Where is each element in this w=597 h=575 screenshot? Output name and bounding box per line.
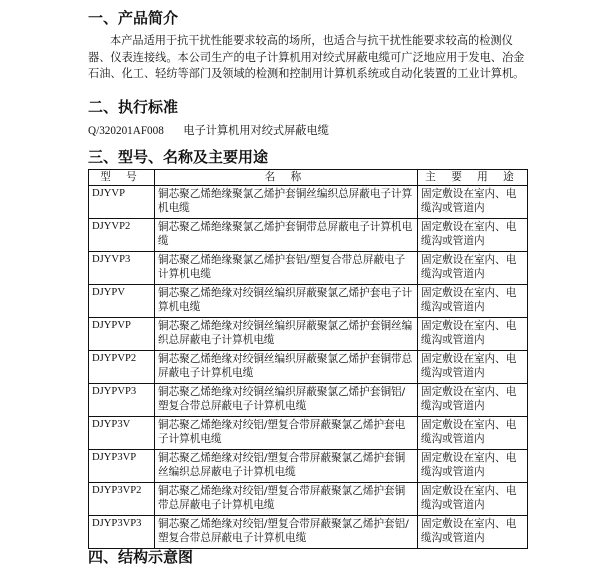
cell-use: 固定敷设在室内、电缆沟或管道内 [418,482,528,515]
header-model: 型 号 [89,170,155,186]
table-row [89,482,528,515]
cell-use: 固定敷设在室内、电缆沟或管道内 [418,317,528,350]
model-table [88,169,528,549]
cell-name: 铜芯聚乙烯绝缘对绞铜丝编织屏蔽聚氯乙烯护套铜丝编织总屏蔽电子计算机电缆 [155,317,418,350]
cell-use: 固定敷设在室内、电缆沟或管道内 [418,251,528,284]
cell-name: 铜芯聚乙烯绝缘对绞铝/塑复合带屏蔽聚氯乙烯护套铝/塑复合带总屏蔽电子计算机电缆 [155,515,418,548]
cell-model: DJYP3VP2 [89,482,155,515]
table-row [89,383,528,416]
cell-name: 铜芯聚乙烯绝缘对绞铝/塑复合带屏蔽聚氯乙烯护套铜带总屏蔽电子计算机电缆 [155,482,418,515]
standard-line [88,124,329,138]
cell-model: DJYPVP2 [89,350,155,383]
cell-use: 固定敷设在室内、电缆沟或管道内 [418,416,528,449]
table-row [89,317,528,350]
section-3-title: 三、型号、名称及主要用途 [88,148,269,166]
cell-name: 铜芯聚乙烯绝缘聚氯乙烯护套铝/塑复合带总屏蔽电子计算机电缆 [155,251,418,284]
table-row [89,218,528,251]
cell-name: 铜芯聚乙烯绝缘对绞铝/塑复合带屏蔽聚氯乙烯护套电子计算机电缆 [155,416,418,449]
cell-model: DJYP3V [89,416,155,449]
cell-use: 固定敷设在室内、电缆沟或管道内 [418,350,528,383]
table-row [89,449,528,482]
cell-use: 固定敷设在室内、电缆沟或管道内 [418,449,528,482]
table-row [89,416,528,449]
cell-model: DJYP3VP [89,449,155,482]
cell-name: 铜芯聚乙烯绝缘聚氯乙烯护套铜丝编织总屏蔽电子计算机电缆 [155,185,418,218]
cell-name: 铜芯聚乙烯绝缘对绞铜丝编织屏蔽聚氯乙烯护套铜带总屏蔽电子计算机电缆 [155,350,418,383]
header-name: 名 称 [155,170,418,186]
cell-use: 固定敷设在室内、电缆沟或管道内 [418,284,528,317]
cell-use: 固定敷设在室内、电缆沟或管道内 [418,383,528,416]
section-4-title: 四、结构示意图 [88,548,194,566]
cell-name: 铜芯聚乙烯绝缘对绞铜丝编织屏蔽聚氯乙烯护套电子计算机电缆 [155,284,418,317]
product-intro-paragraph: 本产品适用于抗干扰性能要求较高的场所，也适合与抗干扰性能要求较高的检测仪器、仪表连接线。本公司生产的电子计算机用对绞式屏蔽电缆可广泛地应用于发电、冶金石油、化工、轻纺等部门及领域的检测和控制用计算机系统或自动化装置的工业计算机。 [88,34,525,80]
section-1-title: 一、产品简介 [88,9,179,27]
table-row [89,185,528,218]
cell-name: 铜芯聚乙烯绝缘聚氯乙烯护套铜带总屏蔽电子计算机电缆 [155,218,418,251]
cell-name: 铜芯聚乙烯绝缘对绞铜丝编织屏蔽聚氯乙烯护套铜铝/塑复合带总屏蔽电子计算机电缆 [155,383,418,416]
cell-model: DJYP3VP3 [89,515,155,548]
cell-use: 固定敷设在室内、电缆沟或管道内 [418,185,528,218]
table-row [89,515,528,548]
cell-use: 固定敷设在室内、电缆沟或管道内 [418,515,528,548]
cell-model: DJYVP2 [89,218,155,251]
cell-use: 固定敷设在室内、电缆沟或管道内 [418,218,528,251]
table-row [89,284,528,317]
section-2-title: 二、执行标准 [88,98,179,116]
cell-model: DJYPVP [89,317,155,350]
cell-model: DJYPVP3 [89,383,155,416]
table-row [89,350,528,383]
cell-model: DJYVP [89,185,155,218]
standard-code: Q/320201AF008 [88,125,164,137]
header-use: 主 要 用 途 [418,170,528,186]
table-header-row [89,170,528,186]
table-row [89,251,528,284]
cell-name: 铜芯聚乙烯绝缘对绞铝/塑复合带屏蔽聚氯乙烯护套铜丝编织总屏蔽电子计算机电缆 [155,449,418,482]
cell-model: DJYPV [89,284,155,317]
standard-name: 电子计算机用对绞式屏蔽电缆 [183,124,329,137]
cell-model: DJYVP3 [89,251,155,284]
